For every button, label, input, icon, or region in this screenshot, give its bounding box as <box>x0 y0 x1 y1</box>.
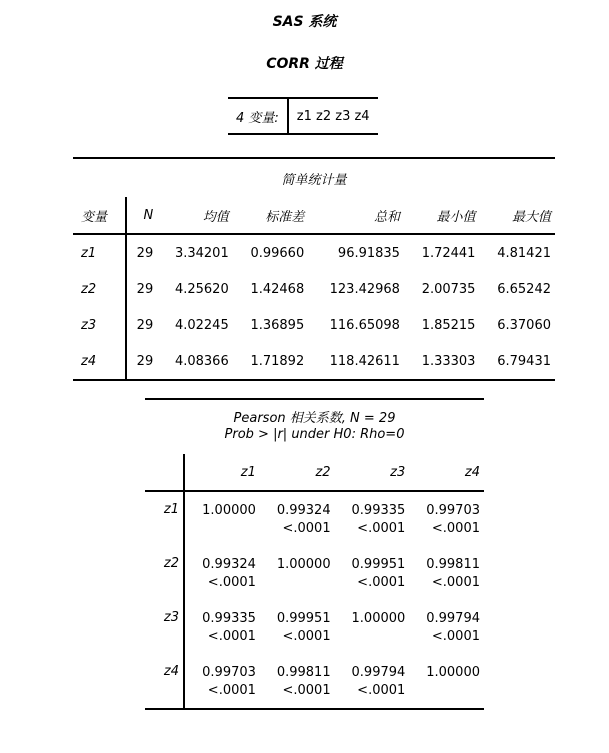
row-header: z1 <box>73 234 126 271</box>
correlation-cell <box>260 491 335 546</box>
table-row <box>145 654 484 709</box>
column-header: 标准差 <box>233 197 309 234</box>
table-row <box>73 271 555 307</box>
correlation-value: 0.99811 <box>276 665 331 680</box>
column-header: 均值 <box>157 197 233 234</box>
correlation-cell <box>184 654 260 709</box>
system-title: SAS 系统 <box>272 14 337 30</box>
table-row <box>73 307 555 343</box>
p-value <box>264 574 331 592</box>
table-cell: 6.65242 <box>497 281 551 297</box>
simple-statistics-caption: 简单统计量 <box>281 172 347 188</box>
p-value: <.0001 <box>357 575 406 590</box>
table-cell: 1.33303 <box>421 353 476 369</box>
variables-list: z1 z2 z3 z4 <box>296 108 370 124</box>
p-value: <.0001 <box>357 683 406 698</box>
table-cell: 29 <box>136 353 154 369</box>
p-value <box>339 628 406 646</box>
correlation-value: 0.99703 <box>426 503 480 518</box>
table-cell: 118.42611 <box>329 353 400 369</box>
pearson-caption-line1: Pearson 相关系数, N = 29 <box>233 411 396 426</box>
table-cell: 6.37060 <box>497 317 551 333</box>
table-cell: 123.42968 <box>329 281 400 297</box>
table-cell: 96.91835 <box>337 245 400 261</box>
table-cell: 4.08366 <box>174 353 229 369</box>
column-header: 总和 <box>308 197 404 234</box>
column-header: 最小值 <box>404 197 480 234</box>
correlation-value: 1.00000 <box>202 503 256 518</box>
column-header: 最大值 <box>479 197 555 234</box>
correlation-cell <box>409 654 484 709</box>
correlation-cell <box>409 600 484 654</box>
correlation-value: 0.99794 <box>351 665 406 680</box>
correlation-cell <box>260 600 335 654</box>
correlation-value: 1.00000 <box>351 611 406 626</box>
correlation-cell <box>335 600 410 654</box>
correlation-cell <box>184 491 260 546</box>
correlation-cell <box>335 654 410 709</box>
correlation-value: 0.99794 <box>426 611 480 626</box>
p-value: <.0001 <box>207 575 256 590</box>
table-cell: 1.36895 <box>250 317 305 333</box>
table-cell: 29 <box>136 245 154 261</box>
p-value: <.0001 <box>207 683 256 698</box>
row-header: z2 <box>73 271 126 307</box>
column-header: z4 <box>409 454 484 491</box>
p-value: <.0001 <box>431 629 480 644</box>
table-cell: 29 <box>136 317 154 333</box>
p-value: <.0001 <box>207 629 256 644</box>
table-cell: 4.25620 <box>174 281 229 297</box>
row-header: z4 <box>73 343 126 380</box>
variables-table <box>228 97 378 135</box>
correlation-value: 0.99951 <box>276 611 331 626</box>
pearson-correlation-table <box>145 398 484 710</box>
column-header: z1 <box>184 454 260 491</box>
row-header: z3 <box>73 307 126 343</box>
correlation-value: 0.99324 <box>202 557 256 572</box>
pearson-caption <box>145 399 484 454</box>
procedure-title: CORR 过程 <box>266 56 343 72</box>
p-value: <.0001 <box>282 629 331 644</box>
table-cell: 0.99660 <box>250 245 305 261</box>
p-value <box>413 682 480 700</box>
table-cell: 1.42468 <box>250 281 305 297</box>
correlation-value: 0.99335 <box>351 503 406 518</box>
row-header: z2 <box>145 546 184 600</box>
table-cell: 1.85215 <box>421 317 476 333</box>
correlation-cell <box>260 654 335 709</box>
p-value: <.0001 <box>431 575 480 590</box>
correlation-cell <box>260 546 335 600</box>
correlation-cell <box>335 546 410 600</box>
correlation-value: 0.99335 <box>202 611 256 626</box>
table-row <box>145 600 484 654</box>
p-value <box>189 520 256 538</box>
table-row <box>145 546 484 600</box>
table-cell: 4.02245 <box>174 317 229 333</box>
correlation-value: 1.00000 <box>276 557 331 572</box>
row-header: z4 <box>145 654 184 709</box>
p-value: <.0001 <box>282 521 331 536</box>
correlation-value: 0.99703 <box>202 665 256 680</box>
table-row <box>73 234 555 271</box>
correlation-value: 0.99951 <box>351 557 406 572</box>
table-cell: 116.65098 <box>329 317 400 333</box>
table-cell: 29 <box>136 281 154 297</box>
table-row <box>145 491 484 546</box>
row-header: z3 <box>145 600 184 654</box>
table-cell: 2.00735 <box>421 281 476 297</box>
correlation-value: 1.00000 <box>426 665 480 680</box>
column-header: 变量 <box>73 197 126 234</box>
pearson-caption-line2: Prob > |r| under H0: Rho=0 <box>224 427 405 442</box>
corner-cell <box>145 454 184 491</box>
table-cell: 4.81421 <box>497 245 551 261</box>
table-cell: 1.72441 <box>421 245 476 261</box>
correlation-cell <box>184 546 260 600</box>
simple-statistics-table <box>73 157 555 381</box>
correlation-cell <box>335 491 410 546</box>
p-value: <.0001 <box>431 521 480 536</box>
table-cell: 3.34201 <box>174 245 229 261</box>
p-value: <.0001 <box>282 683 331 698</box>
row-header: z1 <box>145 491 184 546</box>
correlation-cell <box>409 491 484 546</box>
column-header: z3 <box>335 454 410 491</box>
correlation-value: 0.99811 <box>426 557 480 572</box>
correlation-cell <box>409 546 484 600</box>
correlation-cell <box>184 600 260 654</box>
table-cell: 1.71892 <box>250 353 305 369</box>
column-header: z2 <box>260 454 335 491</box>
column-header: N <box>126 197 157 234</box>
variables-label: 4 变量: <box>228 98 288 134</box>
correlation-value: 0.99324 <box>276 503 331 518</box>
table-row <box>73 343 555 380</box>
table-cell: 6.79431 <box>497 353 551 369</box>
p-value: <.0001 <box>357 521 406 536</box>
